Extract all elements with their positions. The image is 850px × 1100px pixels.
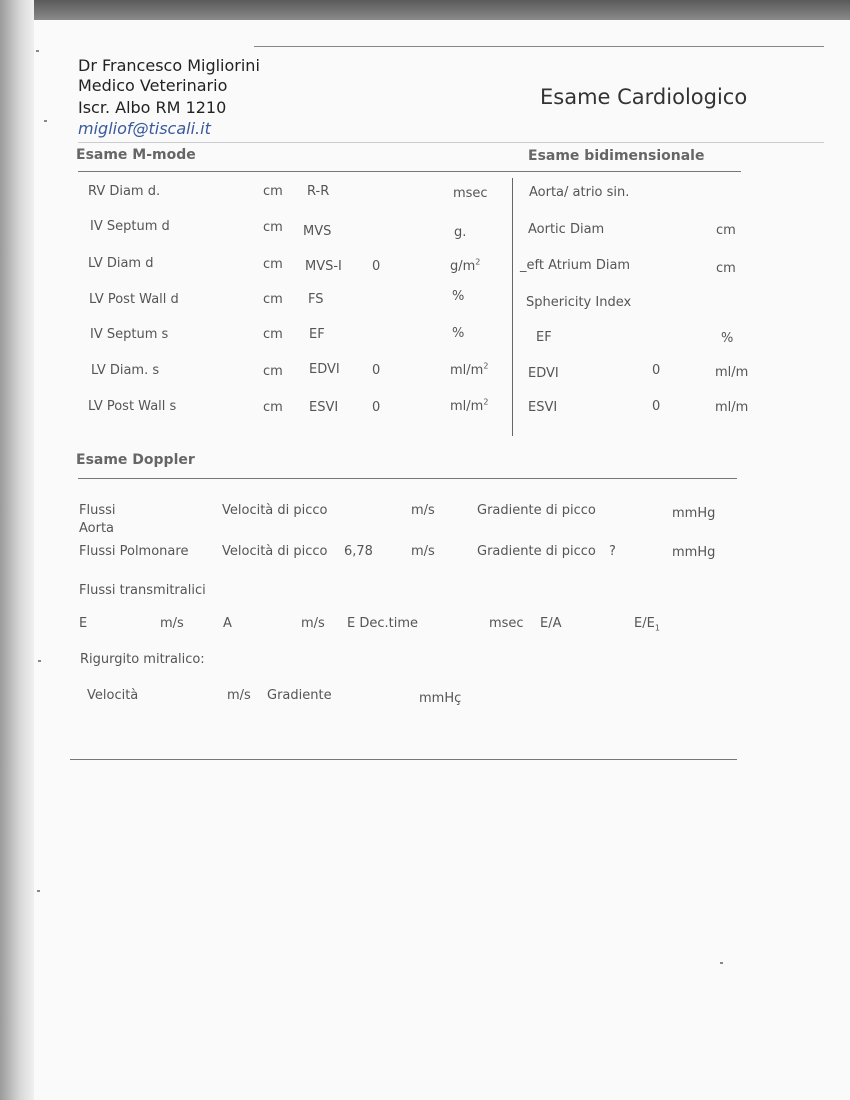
polmonare-velocity-label: Velocità di picco [222,544,328,559]
polmonare-gradient-unit: mmHg [672,545,716,560]
bidim-unit: cm [716,261,736,276]
mmode-param: R-R [307,184,330,199]
mmode-param: ESVI [309,400,339,415]
scan-border-top [0,0,850,20]
transmitral-a-label: A [223,616,232,631]
aorta-label: Aorta [79,521,115,536]
bidim-label: ESVI [528,400,558,415]
mmode-param: EF [309,327,325,342]
scan-speck [36,50,39,52]
polmonare-gradient-value: ? [609,544,616,559]
bidim-value: 0 [652,399,661,414]
mmode-heading: Esame M-mode [76,147,196,163]
mmode-unit: cm [263,292,283,307]
transmitral-a-unit: m/s [301,616,325,631]
transmitral-dec-label: E Dec.time [347,616,419,631]
mmode-label: LV Diam d [88,256,154,271]
bidim-unit: ml/m [715,400,749,415]
scan-speck [37,890,40,892]
doctor-registration: Iscr. Albo RM 1210 [78,98,227,117]
aorta-gradient-label: Gradiente di picco [477,503,596,518]
mmode-unit2: g. [454,225,467,240]
transmitral-e-label: E [79,616,88,631]
mmode-unit2: % [452,289,465,304]
rigurgito-velocity-label: Velocità [87,688,139,703]
bidim-label: Sphericity Index [526,295,632,310]
mmode-unit: cm [263,327,283,342]
bidim-label: EDVI [528,366,559,381]
mmode-label: LV Post Wall s [88,399,177,414]
bidim-label: _eft Atrium Diam [520,258,631,273]
mmode-unit2: $ml/m^2$ [450,361,489,378]
rigurgito-heading: Rigurgito mitralico: [80,652,205,667]
doctor-email[interactable]: migliof@tiscali.it [78,119,211,138]
mmode-unit2: % [452,326,465,341]
doppler-rule [78,478,737,479]
rigurgito-velocity-unit: m/s [227,688,251,703]
flussi-label: Flussi [79,503,116,518]
transmitral-heading: Flussi transmitralici [79,583,206,598]
mmode-unit: cm [263,184,283,199]
transmitral-ea-label: E/A [540,616,562,631]
header-rule [78,142,824,143]
mmode-param: MVS [303,224,332,239]
rigurgito-gradient-label: Gradiente [267,688,332,703]
mmode-unit2: $ml/m^2$ [450,397,489,414]
aorta-velocity-unit: m/s [411,503,435,518]
mmode-unit: cm [263,364,283,379]
mmode-label: LV Diam. s [91,363,160,378]
bidim-label: Aortic Diam [528,222,605,237]
mmode-unit2: msec [453,186,488,201]
mmode-param: MVS-I [305,259,342,274]
aorta-velocity-label: Velocità di picco [222,503,328,518]
mmode-param: EDVI [309,362,340,377]
mmode-value: 0 [372,363,381,378]
polmonare-label: Flussi Polmonare [79,544,189,559]
transmitral-dec-unit: msec [489,616,524,631]
bidim-unit: ml/m [715,365,749,380]
rigurgito-gradient-unit: mmHç [419,691,462,706]
bidim-heading: Esame bidimensionale [528,148,705,164]
doctor-profession: Medico Veterinario [78,76,228,95]
section-divider [512,178,513,436]
bidim-label: Aorta/ atrio sin. [529,185,630,200]
bidim-value: 0 [652,363,661,378]
scan-border-left [0,0,34,1100]
mmode-param: FS [308,292,324,307]
top-rule [254,46,824,47]
mmode-rule [78,171,741,172]
page-title: Esame Cardiologico [540,85,748,109]
scan-speck [38,660,41,662]
report-page [34,20,850,1100]
mmode-unit: cm [263,257,283,272]
mmode-label: IV Septum d [90,219,170,234]
mmode-unit: cm [263,220,283,235]
bottom-rule [70,759,737,760]
doctor-name: Dr Francesco Migliorini [78,56,260,75]
mmode-value: 0 [372,400,381,415]
scan-speck [720,962,723,964]
aorta-gradient-unit: mmHg [672,506,716,521]
polmonare-velocity-unit: m/s [411,544,435,559]
bidim-unit: cm [716,223,736,238]
mmode-label: IV Septum s [90,327,169,342]
bidim-unit: % [721,331,734,346]
transmitral-ee-label: $E/E_1$ [634,616,660,633]
mmode-value: 0 [372,259,381,274]
mmode-unit: cm [263,400,283,415]
bidim-label: EF [536,330,552,345]
transmitral-e-unit: m/s [160,616,184,631]
mmode-unit2: $g/m^2$ [450,257,481,274]
doppler-heading: Esame Doppler [76,452,195,468]
mmode-label: LV Post Wall d [89,292,179,307]
polmonare-gradient-label: Gradiente di picco [477,544,596,559]
polmonare-velocity-value: 6,78 [344,544,373,559]
mmode-label: RV Diam d. [88,184,161,199]
scan-speck [44,120,47,122]
